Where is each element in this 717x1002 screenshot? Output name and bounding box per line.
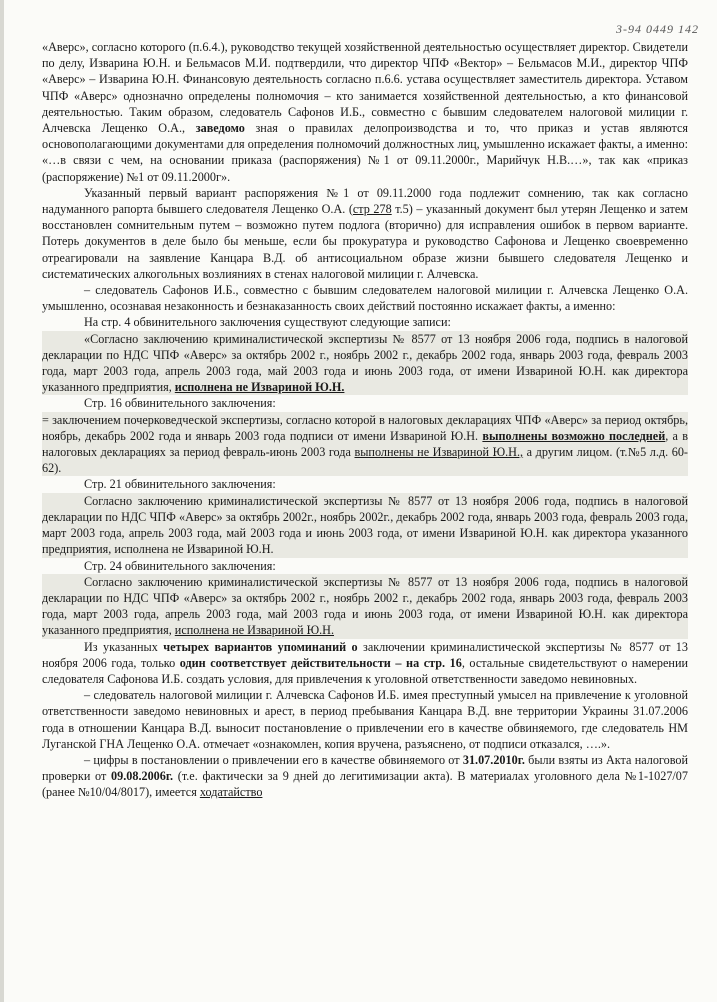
quote-page-4: «Согласно заключению криминалистической экспертизы № 8577 от 13 ноября 2006 года, подпись в налоговой декларации по НДС ЧПФ «Аверс» за октябрь 2002 г., ноябрь 2002 г., декабрь 2002 года, январь 2003 года, февраль 2003 года, март 2003 года, апрель 2003 года, май 2003 года и июнь 2003 года, от имени Извариной Ю.Н. как директора указанного предприятия, исполнена не Извариной Ю.Н. xyxy=(42,331,688,395)
page-reference-link: стр 278 xyxy=(352,202,392,217)
page-stamp: 3-94 0449 142 xyxy=(616,22,699,36)
document-body xyxy=(42,39,688,801)
paragraph-7: – цифры в постановлении о привлечении его в качестве обвиняемого от 31.07.2010г. были взяты из Акта налоговой проверки от 09.08.2006г. (т.е. фактически за 9 дней до легитимизации акта). В материалах уголовного дела №1-1027/07 (ранее №10/04/8017), имеется ходатайство xyxy=(42,752,688,800)
quote-page-16: = заключением почерковедческой экспертизы, согласно которой в налоговых декларациях ЧПФ «Аверс» за период октябрь, ноябрь, декабрь 2002 года и январь 2003 года подписи от имени Извариной Ю.Н. выполнены возможно последней, а в налоговых декларациях за период февраль-июнь 2003 года выполнены не Извариной Ю.Н., а другим лицом. (т.№5 л.д. 60-62). xyxy=(42,412,688,476)
paragraph-1: «Аверс», согласно которого (п.6.4.), руководство текущей хозяйственной деятельностью осуществляет директор. Свидетели по делу, Изварина Ю.Н. и Бельмасов М.И. подтвердили, что директор ЧПФ «Вектор» – Бельмасов М.И., директор ЧПФ «Аверс» – Изварина Ю.Н. Финансовую деятельность согласно п.6.6. устава осуществляет заместитель директора. Уставом ЧПФ «Аверс» однозначно определены полномочия – кто занимается хозяйственной деятельностью, а кто финансовой деятельностью. Таким образом, следователь Сафонов И.Б., совместно с бывшим следователем налоговой милиции г. Алчевска Лещенко О.А., заведомо зная о правилах делопроизводства и то, что приказ и устав являются основополагающими документами для определения полномочий должностных лиц, умышленно искажает факты, а именно: «…в связи с чем, на основании приказа (распоряжения) №1 от 09.11.2000г., Марийчук Н.В.…», так как «приказ (распоряжение) №1 от 09.11.2000г». xyxy=(42,40,688,184)
paragraph-5: Из указанных четырех вариантов упоминаний о заключении криминалистической экспертизы № 8577 от 13 ноября 2006 года, только один соответствует действительности – на стр. 16, остальные свидетельствуют о намерении следователя Сафонова И.Б. создать условия, для привлечения к уголовной ответственности заведомо невиновных. xyxy=(42,639,688,686)
paragraph-6: – следователь налоговой милиции г. Алчевска Сафонов И.Б. имея преступный умысел на привлечение к уголовной ответственности заведомо невиновных и арест, в период пребывания Канцара В.Д. вне территории Украины 31.07.2006 года в отношении Канцара В.Д. выносит постановление о привлечении его в качестве обвиняемого, где следователь НМ Луганской ГНА Лещенко О.А. отмечает «ознакомлен, копия вручена, разъяснено, от подписи отказался, ….». xyxy=(42,688,688,751)
quote-page-24: Согласно заключению криминалистической экспертизы № 8577 от 13 ноября 2006 года, подпись в налоговой декларации по НДС ЧПФ «Аверс» за октябрь 2002 г., ноябрь 2002 г., декабрь 2002 года, январь 2003 года, февраль 2003 года, март 2003 года, апрель 2003 года, май 2003 года и июнь 2003 года, от имени Извариной Ю.Н. как директора указанного предприятия, исполнена не Извариной Ю.Н. xyxy=(42,574,688,638)
paragraph-4: На стр. 4 обвинительного заключения существуют следующие записи: xyxy=(84,315,451,330)
heading-page-16: Стр. 16 обвинительного заключения: xyxy=(84,396,276,411)
heading-page-21: Стр. 21 обвинительного заключения: xyxy=(84,477,276,492)
heading-page-24: Стр. 24 обвинительного заключения: xyxy=(84,558,276,573)
quote-page-21: Согласно заключению криминалистической экспертизы № 8577 от 13 ноября 2006 года, подпись в налоговой декларации по НДС ЧПФ «Аверс» за октябрь 2002г., ноябрь 2002г., декабрь 2002 года, январь 2003 года, февраль 2003 года, март 2003 года, апрель 2003 года, май 2003 года и июнь 2003 года, от имени Извариной Ю.Н. как директора указанного предприятия, исполнена не Извариной Ю.Н. xyxy=(42,493,688,557)
scan-edge-left xyxy=(0,0,4,1002)
paragraph-3: – следователь Сафонов И.Б., совместно с бывшим следователем налоговой милиции г. Алчевска Лещенко О.А. умышленно, осознавая незаконность и безнаказанность своих действий постоянно искажает факты, а именно: xyxy=(42,283,688,314)
paragraph-2: Указанный первый вариант распоряжения №1 от 09.11.2000 года подлежит сомнению, так как согласно надуманного рапорта бывшего следователя Лещенко О.А. (стр 278 т.5) – указанный документ был утерян Лещенко и затем восстановлен сомнительным путем – возможно путем подлога (вторично) для исправления ошибок в первом варианте. Потерь документов в деле было бы меньше, если бы прокуратура и руководство Сафонова и Лещенко своевременно отреагировали на заявление Канцара В.Д. об антисоциальном образе жизни бывшего следователя Лещенко и систематических алкогольных возлияниях в стенах налоговой милиции г. Алчевска. xyxy=(42,185,688,281)
